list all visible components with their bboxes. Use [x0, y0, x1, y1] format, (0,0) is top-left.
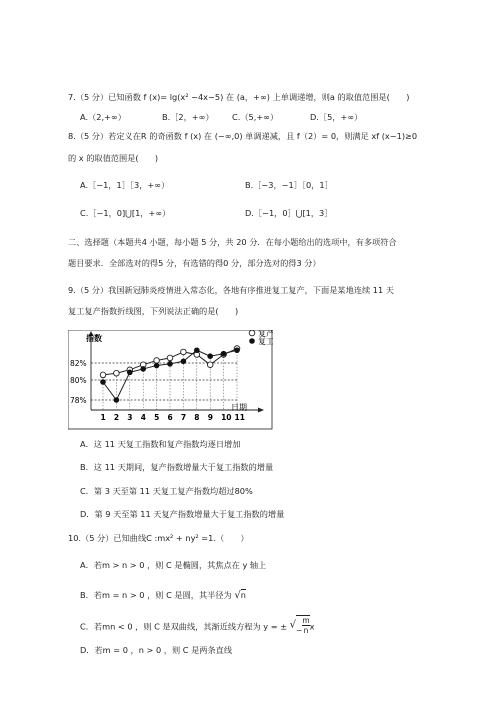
- q10-option-b-text: B．若m = n > 0 ，则 C 是圆，其半径为: [80, 590, 232, 600]
- q10-option-a: A．若m > n > 0 ，则 C 是椭圆，其焦点在 y 轴上: [80, 560, 267, 570]
- data-point-open: [114, 370, 120, 376]
- q9-option-b: B．这 11 天期间，复产指数增量大于复工指数的增量: [80, 462, 274, 472]
- data-point-filled: [127, 370, 133, 376]
- data-point-filled: [167, 361, 173, 367]
- q10-option-c-fraction: [290, 615, 310, 635]
- data-point-open: [167, 355, 173, 361]
- x-tick-label: 5: [154, 413, 160, 422]
- legend-series-1: 复产: [258, 330, 273, 338]
- chart-legend: [249, 330, 273, 346]
- x-tick-label: 6: [167, 413, 173, 422]
- data-point-open: [181, 349, 187, 355]
- q10-option-c-text: C．若mn < 0 ，则 C 是双曲线，其渐近线方程为 y = ±: [80, 621, 288, 632]
- fraction-denominator: n: [303, 626, 309, 635]
- chart-ylabel: 指数: [86, 334, 102, 343]
- q10-option-c: [80, 617, 315, 643]
- q9-option-c: C．第 3 天至第 11 天复工复产指数均超过80%: [80, 486, 253, 496]
- q9-option-a: A．这 11 天复工指数和复产指数均逐日增加: [80, 439, 241, 449]
- q10-stem: 10.（5 分）已知曲线C :mx² + ny² =1.（ ）: [68, 533, 249, 543]
- x-tick-label: 7: [180, 413, 187, 422]
- q8-option-a: A.［−1，1］［3，+∞）: [80, 180, 170, 190]
- q10-option-b: [80, 590, 246, 601]
- q8-option-c: C.［−1，0]⋃[1，+∞）: [80, 208, 171, 218]
- q10-option-d: D．若m = 0 ，n > 0 ，则 C 是两条直线: [80, 645, 233, 655]
- q7-option-b: B.［2，+∞）: [162, 112, 214, 122]
- data-point-filled: [114, 397, 120, 403]
- data-point-filled: [181, 359, 187, 365]
- data-point-filled: [194, 347, 200, 353]
- data-point-open: [100, 372, 106, 378]
- data-point-filled: [100, 379, 106, 385]
- q9-stem: 9.（5 分）我国新冠肺炎疫情进入常态化，各地有序推进复工复产，下面是某地连续 11 天: [68, 285, 394, 295]
- legend-filled-marker-icon: [249, 338, 255, 344]
- index-line-chart: [68, 330, 273, 430]
- fraction-stack: [302, 616, 309, 635]
- data-point-filled: [154, 363, 160, 369]
- y-tick-label: 78%: [70, 396, 87, 405]
- fraction-minus: −: [296, 626, 303, 635]
- fraction-numerator: m: [302, 616, 310, 625]
- data-point-filled: [140, 366, 146, 372]
- x-tick-label: 9: [207, 413, 213, 422]
- section2-instructions: 题目要求．全部选对的得5 分，有选错的得0 分，部分选对的得3 分）: [68, 258, 321, 268]
- q8-stem: 8.（5 分）若定义在R 的奇函数 f (x) 在 (−∞,0) 单调递减，且 f（2）= 0，则满足 xf (x−1)≥0: [68, 131, 418, 141]
- chart-canvas: [68, 330, 273, 430]
- legend-open-marker-icon: [249, 330, 255, 336]
- x-tick-label: 3: [127, 413, 133, 422]
- x-tick-label: 4: [140, 413, 146, 422]
- sqrt-sign-icon: √: [234, 590, 241, 601]
- q7-stem: 7.（5 分）已知函数 f (x)= lg(x² −4x−5) 在 (a，+∞) 上单调递增，则a 的取值范围是( ): [68, 92, 410, 102]
- y-tick-label: 80%: [70, 376, 87, 385]
- data-point-filled: [221, 351, 227, 357]
- q7-option-a: A.（2,+∞）: [80, 112, 126, 122]
- section2-header: 二、选择题（本题共4 小题，每小题 5 分，共 20 分．在每小题给出的选项中，有多项符合: [68, 237, 397, 247]
- data-point-filled: [234, 347, 240, 353]
- q7-option-d: D.［5，+∞）: [310, 112, 363, 122]
- x-tick-label: 2: [113, 413, 120, 422]
- q9-stem-cont: 复工复产指数折线图，下列说法正确的是( ): [68, 306, 239, 316]
- q8-option-d: D.［−1，0］⋃[1，3］: [245, 208, 333, 218]
- data-point-open: [154, 358, 160, 364]
- x-tick-label: 8: [194, 413, 200, 422]
- data-point-filled: [207, 353, 213, 359]
- q7-option-c: C.（5,+∞）: [232, 112, 279, 122]
- x-tick-label: 1: [100, 413, 106, 422]
- fraction-body: [296, 615, 310, 635]
- q8-stem-cont: 的 x 的取值范围是( ): [68, 153, 159, 163]
- x-axis-arrow-icon: [258, 408, 264, 413]
- q10-option-c-x: x: [309, 621, 315, 632]
- legend-series-2: 复工: [258, 337, 273, 346]
- x-tick-label: 10: [221, 413, 232, 422]
- y-tick-label: 82%: [70, 359, 87, 368]
- data-point-open: [207, 362, 213, 368]
- x-tick-label: 11: [234, 413, 245, 422]
- chart-reference-lines: [91, 349, 237, 410]
- chart-xlabel: 日期: [231, 403, 247, 412]
- q8-option-b: B.［−3，−1］［0，1］: [245, 180, 333, 190]
- chart-labels-layer: [70, 359, 245, 422]
- q9-option-d: D．第 9 天至第 11 天复产指数增量大于复工指数的增量: [80, 509, 285, 519]
- sqrt-sign-icon: √: [289, 619, 297, 631]
- q10-option-b-radicand: n: [240, 590, 246, 600]
